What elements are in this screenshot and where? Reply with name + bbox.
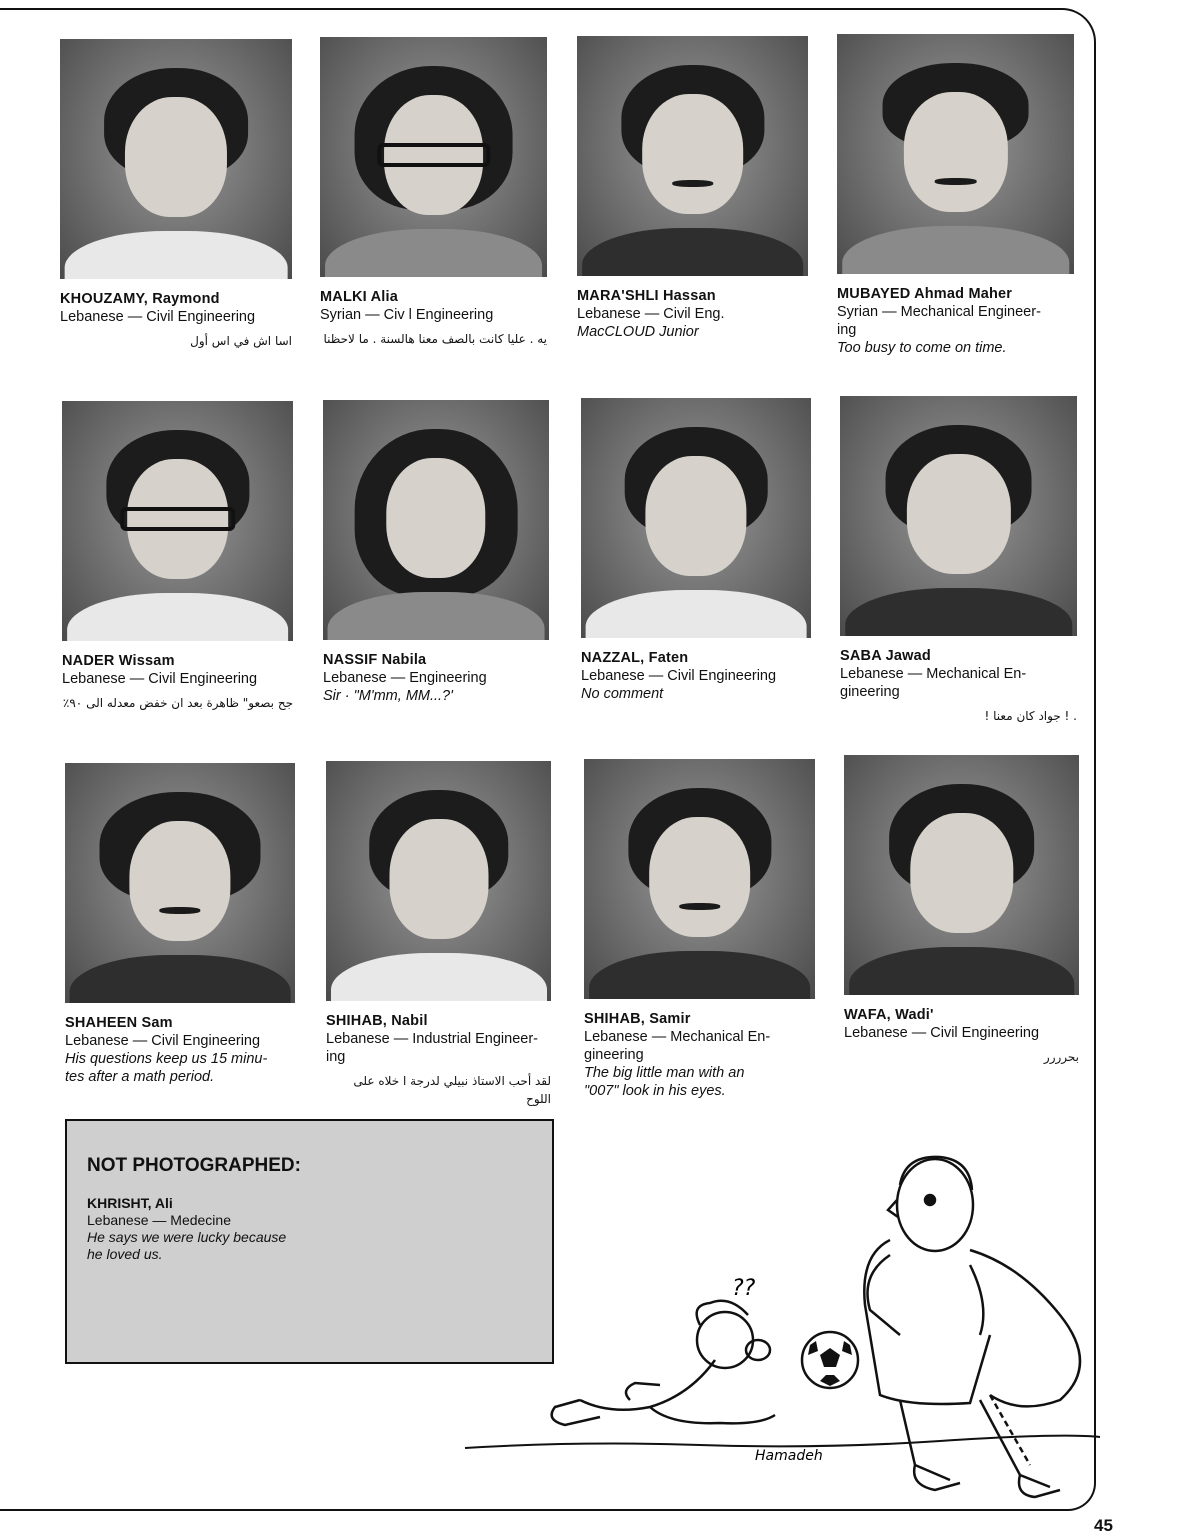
not-photographed-title: NOT PHOTOGRAPHED: <box>87 1155 301 1176</box>
student-photo <box>62 401 293 641</box>
student-name: KHRISHT, Ali <box>87 1195 173 1211</box>
student-photo <box>584 759 815 999</box>
student-photo <box>844 755 1079 995</box>
student-photo <box>840 396 1077 636</box>
student-details: Lebanese — Medecine <box>87 1212 231 1228</box>
student-comment: His questions keep us 15 minu- <box>65 1051 268 1067</box>
student-name: SHIHAB, Samir <box>584 1011 691 1027</box>
student-photo <box>323 400 549 640</box>
student-details: Syrian — Civ l Engineering <box>320 307 494 323</box>
student-comment: Too busy to come on time. <box>837 340 1007 356</box>
student-entry <box>323 400 549 705</box>
student-details: Lebanese — Civil Eng. <box>577 306 725 322</box>
student-details: ing <box>837 322 857 338</box>
student-details: Lebanese — Civil Engineering <box>62 671 258 687</box>
student-comment: He says we were lucky because <box>87 1229 287 1245</box>
student-comment: MacCLOUD Junior <box>577 324 699 340</box>
student-details: gineering <box>584 1047 644 1063</box>
student-photo <box>837 34 1074 274</box>
artist-signature: Hamadeh <box>755 1448 823 1464</box>
student-entry <box>60 39 292 350</box>
student-details: Lebanese — Civil Engineering <box>65 1033 261 1049</box>
student-entry <box>584 759 815 1100</box>
student-entry <box>65 763 295 1086</box>
student-comment-arabic: بحرررر <box>1043 1050 1079 1064</box>
student-entry <box>320 37 547 348</box>
student-name: NADER Wissam <box>62 653 175 669</box>
large-man-figure <box>864 1157 1080 1497</box>
student-photo <box>65 763 295 1003</box>
student-comment: The big little man with an <box>584 1065 745 1081</box>
student-name: KHOUZAMY, Raymond <box>60 291 220 307</box>
student-name: WAFA, Wadi' <box>844 1007 934 1023</box>
student-details: Syrian — Mechanical Engineer- <box>837 304 1041 320</box>
student-name: MARA'SHLI Hassan <box>577 288 716 304</box>
student-photo <box>581 398 811 638</box>
student-comment: Sir · "M'mm, MM...?' <box>323 688 453 704</box>
student-comment: "007" look in his eyes. <box>584 1083 726 1099</box>
student-comment: No comment <box>581 686 664 702</box>
soccer-cartoon-illustration <box>460 1145 1110 1505</box>
student-comment: tes after a math period. <box>65 1069 215 1085</box>
student-details: Lebanese — Industrial Engineer- <box>326 1031 538 1047</box>
student-name: SABA Jawad <box>840 648 931 664</box>
student-details: gineering <box>840 684 900 700</box>
page-number: 45 <box>1094 1516 1113 1535</box>
student-comment-arabic: يه . عليا كانت بالصف معنا هالسنة . ما لاحظنا <box>323 332 547 346</box>
student-details: Lebanese — Civil Engineering <box>844 1025 1040 1041</box>
student-comment-arabic: جح بصعو" ظاهرة بعد ان خفض معدله الى ٩٠٪ <box>62 696 293 710</box>
soccer-ball-icon <box>802 1332 858 1388</box>
question-marks: ?? <box>732 1276 756 1301</box>
student-photo <box>320 37 547 277</box>
student-details: Lebanese — Civil Engineering <box>581 668 777 684</box>
student-details: Lebanese — Mechanical En- <box>584 1029 771 1045</box>
student-comment-arabic: . ! جواد كان معنا ! <box>984 709 1077 723</box>
student-name: MALKI Alia <box>320 289 398 305</box>
student-photo <box>60 39 292 279</box>
student-photo <box>326 761 551 1001</box>
student-details: Lebanese — Engineering <box>323 670 487 686</box>
student-name: MUBAYED Ahmad Maher <box>837 286 1013 302</box>
student-name: NASSIF Nabila <box>323 652 427 668</box>
student-details: Lebanese — Mechanical En- <box>840 666 1027 682</box>
student-entry <box>840 396 1077 725</box>
student-entry <box>581 398 811 703</box>
student-details: ing <box>326 1049 346 1065</box>
student-photo <box>577 36 808 276</box>
student-details: Lebanese — Civil Engineering <box>60 309 256 325</box>
student-entry <box>577 36 808 341</box>
student-name: SHAHEEN Sam <box>65 1015 173 1031</box>
student-comment-arabic: اسا اش في اس أول <box>190 334 292 348</box>
small-player-figure <box>552 1301 775 1425</box>
student-entry <box>326 761 551 1108</box>
student-entry <box>62 401 293 712</box>
student-entry <box>844 755 1079 1066</box>
student-comment: he loved us. <box>87 1246 163 1262</box>
student-comment-arabic: لقد أحب الاستاذ نبيلي لدرجة ا خلاه على اللوح <box>353 1074 551 1106</box>
student-entry <box>837 34 1074 357</box>
student-name: NAZZAL, Faten <box>581 650 689 666</box>
student-name: SHIHAB, Nabil <box>326 1013 428 1029</box>
